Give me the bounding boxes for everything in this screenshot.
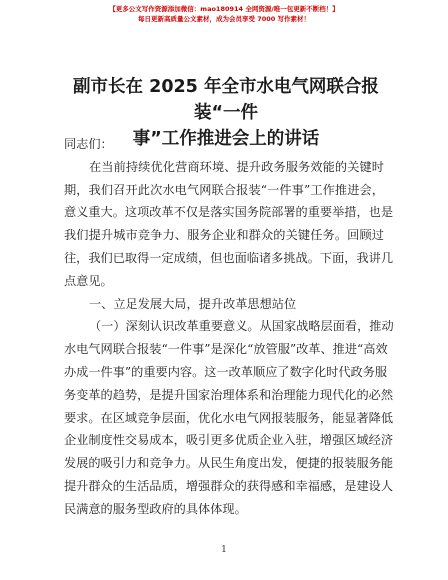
body-line: 发展的吸引力和竞争力。从民生角度出发，便捷的报装服务能 bbox=[64, 456, 394, 471]
title-line-1: 副市长在 2025 年全市水电气网联合报装“一件 bbox=[73, 77, 379, 123]
page-number: 1 bbox=[221, 545, 227, 555]
body-line: 期，我们召开此次水电气网联合报装“一件事”工作推进会， bbox=[64, 182, 384, 197]
promo-banner-line-1: 【更多公文写作资源添加微信：mao180914 全网资源/唯一包更新不断档！】 bbox=[109, 5, 339, 13]
body-line: 水电气网联合报装“一件事”是深化“放管服”改革、推进“高效 bbox=[64, 342, 388, 357]
body-line: 在当前持续优化营商环境、提升政务服务效能的关键时 bbox=[89, 159, 384, 174]
body-line: 要求。在区域竞争层面，优化水电气网报装服务，能显著降低 bbox=[64, 410, 394, 425]
body-line: 往，我们已取得一定成绩，但也面临诸多挑战。下面，我讲几 bbox=[64, 250, 394, 265]
promo-banner-line-2: 每日更新高质量公文素材，成为会员享受 7000 写作素材！ bbox=[137, 15, 311, 23]
body-line: 办成一件事”的重要内容。这一改革顺应了数字化时代政务服 bbox=[64, 364, 388, 379]
body-line: 我们提升城市竞争力、服务企业和群众的关键任务。回顾过 bbox=[64, 228, 384, 243]
body-line: 民满意的服务型政府的具体体现。 bbox=[64, 501, 247, 516]
body-line: 提升群众的生活品质，增强群众的获得感和幸福感，是建设人 bbox=[64, 478, 394, 493]
body-line: （一）深刻认识改革重要意义。从国家战略层面看，推动 bbox=[89, 319, 394, 334]
title-line-2: 事”工作推进会上的讲话 bbox=[132, 129, 320, 149]
body-line: 意义重大。这项改革不仅是落实国务院部署的重要举措，也是 bbox=[64, 205, 394, 220]
body-line: 点意见。 bbox=[64, 273, 113, 288]
body-line: 企业制度性交易成本，吸引更多优质企业入驻，增强区域经济 bbox=[64, 433, 394, 448]
section-heading: 一、立足发展大局，提升改革思想站位 bbox=[89, 296, 297, 311]
salutation: 同志们： bbox=[64, 137, 113, 151]
body-line: 务变革的趋势，是提升国家治理体系和治理能力现代化的必然 bbox=[64, 387, 394, 402]
document-body bbox=[64, 133, 394, 521]
